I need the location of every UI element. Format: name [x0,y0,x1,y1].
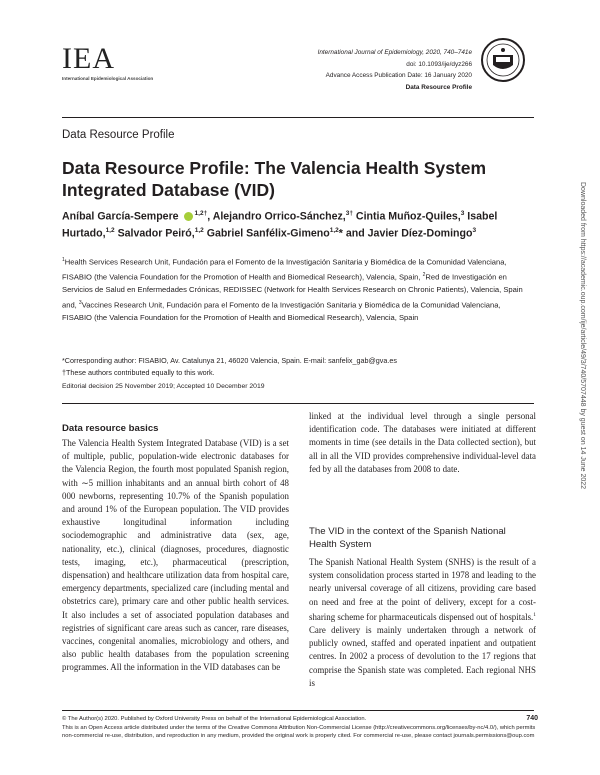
correspondence [62,355,532,378]
affil-number: 3 [78,299,82,306]
download-note [572,0,588,775]
body-text: The Spanish National Health System (SNHS) is the result of a system consolidation process started in 1978 and leading to the nearly universal coverage of all citizens, providing care based on need and free at the point of delivery, except for a cost-sharing scheme for pharmaceuticals dispensed out of hospitals. [309,557,536,622]
advance-access-date: Advance Access Publication Date: 16 January 2020 [325,72,472,79]
author-affil-sup: 3 [460,210,465,217]
author-affil-sup: 1,2 [105,227,115,235]
iea-logo [62,44,172,81]
corresponding-author: *Corresponding author: FISABIO, Av. Catalunya 21, 46020 Valencia, Spain. E-mail: sanfelix_gab@gva.es [62,356,397,365]
license-text: This is an Open Access article distributed under the terms of the Creative Commons Attribution Non-Commercial License (http://creativecommons.org/licenses/by-nc/4.0/), which permits non-commercial re-use, distribution, and reproduction in any medium, provided the original work is properly cited. For commercial re-use, please contact journals.permissions@oup.com [62,724,536,740]
editorial-dates: Editorial decision 25 November 2019; Accepted 10 December 2019 [62,383,265,390]
copyright-line: © The Author(s) 2020. Published by Oxford University Press on behalf of the International Epidemiological Association. [62,716,367,722]
affil-text: Red de Investigación en Servicios de Salud en Enfermedades Crónicas, REDISSEC (Network for Health Services Research on Chronic Patients), Valencia, Spain and, [62,272,523,310]
author-name[interactable]: Salvador Peiró, [117,227,195,240]
citation-ref[interactable]: 1 [533,611,536,618]
affil-number: 2 [422,272,426,279]
author-name[interactable]: Cintia Muñoz-Quiles, [355,210,461,223]
body-paragraph [309,556,536,690]
body-paragraph: linked at the individual level through a single personal identification code. The databases were initiated at different moments in time (see details in the Data collected section), but all in all the VID provides comprehensive individual-level data fed by all the databases from 2008 to date. [309,411,536,474]
author-name[interactable]: Javier Díez-Domingo [367,227,473,240]
oup-seal-icon [480,37,526,83]
copyright-footer [62,715,540,741]
download-note-text: Downloaded from https://academic.oup.com/ije/article/49/3/740/5707448 by guest on 14 June 2022 [579,182,586,490]
body-divider [62,403,534,404]
section-label: Data Resource Profile [62,129,175,141]
author-name[interactable]: Aníbal García-Sempere [62,210,179,223]
corresponding-mark: * and [338,227,365,240]
section-heading: The VID in the context of the Spanish National Health System [309,526,506,550]
body-paragraph: The Valencia Health System Integrated Database (VID) is a set of multiple, public, population-wide electronic databases for the Valencia Region, the fourth most populated Spanish region, with ∼5 million inhabitants and an annual birth cohort of 48 000 newborns, representing 10.7% of the Spanish population and around 1% of the European population. The VID provides exhaustive longitudinal information including sociodemographic and administrative data (sex, age, nationality, etc.), clinical (diagnoses, procedures, diagnostic tests, imaging, etc.), pharmaceutical (prescription, dispensation) and healthcare utilization data from hospital care, emergency departments, specialized care (including mental and obstetrics care), primary care and other public health services. It also includes a set of associated population databases and registries of significant care areas such as cancer, rare diseases, vaccines, congenital anomalies, microbiology and others, and also public health databases from the population screening programmes. All the information in the VID databases can be [62,438,289,673]
author-name[interactable]: Alejandro Orrico-Sánchez, [212,210,346,223]
affil-text: Vaccines Research Unit, Fundación para el Fomento de la Investigación Sanitaria y Biomédica de la Comunidad Valenciana, FISABIO (the Valencia Foundation for the Promotion of Health and Biomedical Research), Valencia, Spain [62,300,501,322]
doi-link[interactable]: doi: 10.1093/ije/dyz266 [406,60,472,68]
article-title: Data Resource Profile: The Valencia Health System Integrated Database (VID) [62,158,487,200]
affil-text: Health Services Research Unit, Fundación para el Fomento de la Investigación Sanitaria y Biomédica de la Comunidad Valenciana, FISABIO (the Valencia Foundation for the Promotion of Health and Biomedical Research), Valencia, Spain, [62,257,507,282]
author-affil-sup: 3 [472,227,477,235]
body-text: Care delivery is mainly undertaken through a network of publicly owned, staffed and operated inpatient and outpatient centres. In 2002 a process of devolution to the 17 regions that comprise the Spanish state was completed. Each regional NHS is [309,624,536,688]
logo-subtitle: International Epidemiological Association [62,76,154,81]
author-affil-sup: 1,2† [194,210,208,217]
page-number: 740 [526,715,538,722]
author-list: Aníbal García-Sempere $^{1,2\dagger}$, Alejandro Orrico-Sánchez,$^{3\dagger}$ Cintia Muñoz-Quiles,$^3$ Isabel Hurtado,$^{1,2}$ Salvador Peiró,$^{1,2}$ Gabriel Sanfélix-Gimeno$^{1,2}$* and Javier Díez-Domingo$^3$ [62,210,498,240]
author-name[interactable]: Gabriel Sanfélix-Gimeno [206,227,330,240]
author-affil-sup: 3† [345,210,353,217]
journal-citation: International Journal of Epidemiology, 2020, 740–741e [317,49,472,56]
orcid-icon[interactable] [184,212,193,221]
affiliations [62,254,532,324]
author-name[interactable]: Isabel Hurtado, [62,210,498,240]
article-type: Data Resource Profile [405,83,472,91]
author-affil-sup: 1,2 [329,227,339,235]
author-affil-sup: 1,2 [194,227,204,235]
header-divider [62,117,534,118]
footer-divider [62,710,534,711]
header-meta [318,47,472,93]
equal-contribution-note: †These authors contributed equally to this work. [62,367,215,377]
affil-number: 1 [62,257,65,263]
logo-mark: IEA [62,42,115,75]
section-heading: Data resource basics [62,423,159,434]
